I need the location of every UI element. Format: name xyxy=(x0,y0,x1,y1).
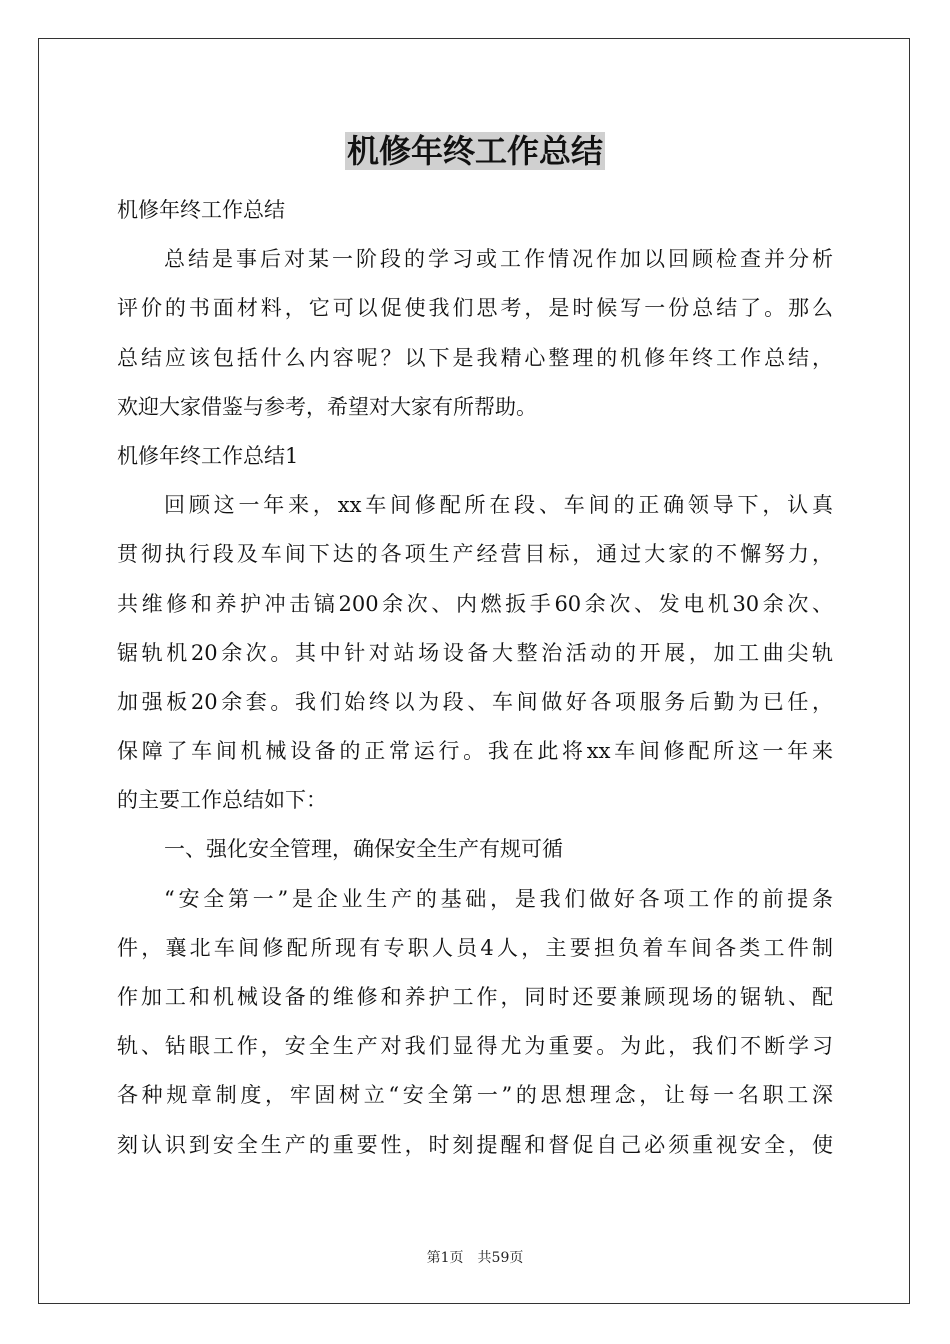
intro-line: 总结应该包括什么内容呢？以下是我精心整理的机修年终工作总结， xyxy=(117,345,833,370)
page-title xyxy=(117,122,833,180)
safety-line: 各种规章制度，牢固树立“安全第一”的思想理念，让每一名职工深 xyxy=(117,1083,833,1108)
subheading: 一、强化安全管理，确保安全生产有规可循 xyxy=(164,837,563,862)
safety-line: “安全第一”是企业生产的基础，是我们做好各项工作的前提条 xyxy=(164,886,833,911)
body-line: 共维修和养护冲击镐200余次、内燃扳手60余次、发电机30余次、 xyxy=(117,591,833,616)
safety-line: 作加工和机械设备的维修和养护工作，同时还要兼顾现场的锯轨、配 xyxy=(117,985,833,1009)
body-line: 的主要工作总结如下： xyxy=(117,788,327,813)
document-body xyxy=(117,122,833,1170)
body-line: 锯轨机20余次。其中针对站场设备大整治活动的开展，加工曲尖轨 xyxy=(117,640,833,665)
safety-line: 刻认识到安全生产的重要性，时刻提醒和督促自己必须重视安全，使 xyxy=(117,1132,833,1157)
page-footer: 第1页 共59页 xyxy=(426,1250,524,1266)
subtitle: 机修年终工作总结 xyxy=(117,198,285,222)
page-title-text: 机修年终工作总结 xyxy=(346,132,603,170)
intro-line: 总结是事后对某一阶段的学习或工作情况作加以回顾检查并分析 xyxy=(164,247,833,272)
body-line: 保障了车间机械设备的正常运行。我在此将xx车间修配所这一年来 xyxy=(117,739,833,764)
intro-line: 评价的书面材料，它可以促使我们思考，是时候写一份总结了。那么 xyxy=(117,296,833,321)
body-line: 贯彻执行段及车间下达的各项生产经营目标，通过大家的不懈努力， xyxy=(117,542,833,567)
intro-line: 欢迎大家借鉴与参考，希望对大家有所帮助。 xyxy=(117,394,537,419)
body-line: 加强板20余套。我们始终以为段、车间做好各项服务后勤为已任， xyxy=(117,689,833,714)
safety-line: 件，襄北车间修配所现有专职人员4人，主要担负着车间各类工件制 xyxy=(117,935,833,960)
body-line: 回顾这一年来，xx车间修配所在段、车间的正确领导下，认真 xyxy=(164,493,833,518)
safety-line: 轨、钻眼工作，安全生产对我们显得尤为重要。为此，我们不断学习 xyxy=(117,1034,833,1059)
section-heading: 机修年终工作总结1 xyxy=(117,443,299,468)
